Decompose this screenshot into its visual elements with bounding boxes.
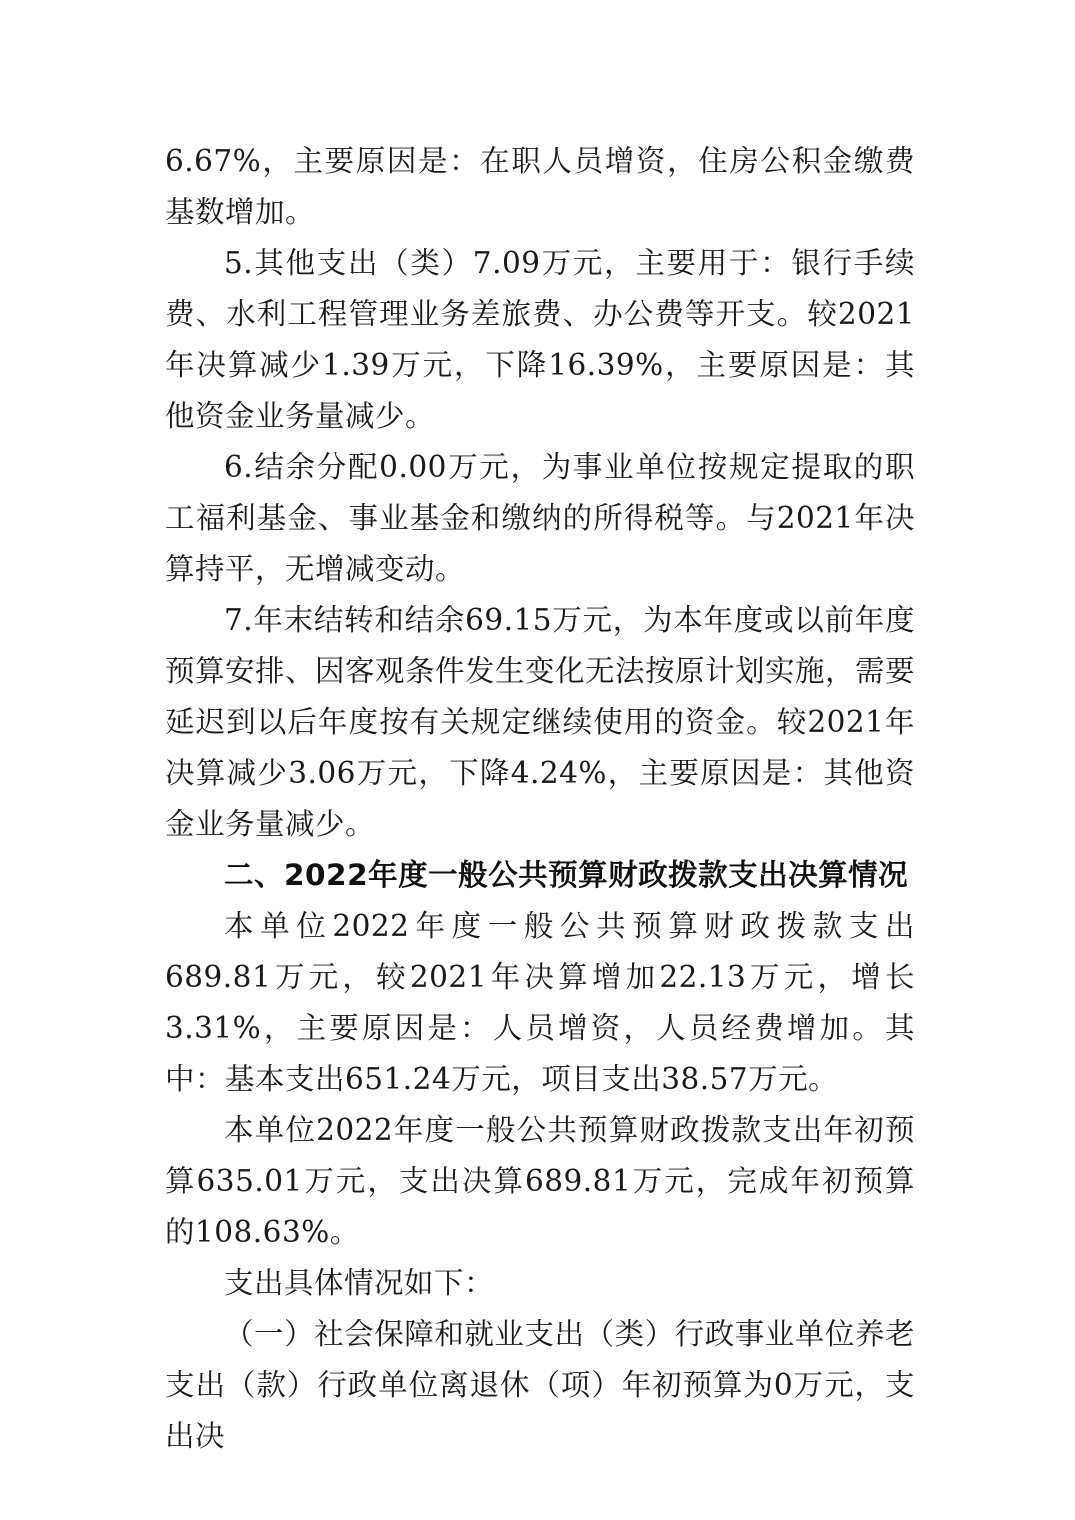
document-body: [165, 136, 915, 1462]
paragraph-continuation: 6.67%，主要原因是：在职人员增资，住房公积金缴费基数增加。: [165, 144, 915, 229]
paragraph-general-budget-expenditure: 本单位2022年度一般公共预算财政拨款支出689.81万元，较2021年决算增加22.13万元，增长3.31%，主要原因是：人员增资，人员经费增加。其中：基本支出651.24万元，项目支出38.57万元。: [165, 909, 915, 1096]
paragraph-details-intro: 支出具体情况如下：: [224, 1266, 495, 1300]
paragraph-social-security: （一）社会保障和就业支出（类）行政事业单位养老支出（款）行政单位离退休（项）年初预算为0万元，支出决: [165, 1317, 915, 1453]
paragraph-budget-completion: 本单位2022年度一般公共预算财政拨款支出年初预算635.01万元，支出决算689.81万元，完成年初预算的108.63%。: [165, 1113, 915, 1249]
section-heading: 二、2022年度一般公共预算财政拨款支出决算情况: [224, 858, 909, 892]
paragraph-surplus-distribution: 6.结余分配0.00万元，为事业单位按规定提取的职工福利基金、事业基金和缴纳的所得税等。与2021年决算持平，无增减变动。: [165, 450, 915, 586]
paragraph-other-expenditure: 5.其他支出（类）7.09万元，主要用于：银行手续费、水利工程管理业务差旅费、办公费等开支。较2021年决算减少1.39万元，下降16.39%，主要原因是：其他资金业务量减少。: [165, 246, 915, 433]
paragraph-year-end-balance: 7.年末结转和结余69.15万元，为本年度或以前年度预算安排、因客观条件发生变化无法按原计划实施，需要延迟到以后年度按有关规定继续使用的资金。较2021年决算减少3.06万元，下降4.24%，主要原因是：其他资金业务量减少。: [165, 603, 916, 841]
